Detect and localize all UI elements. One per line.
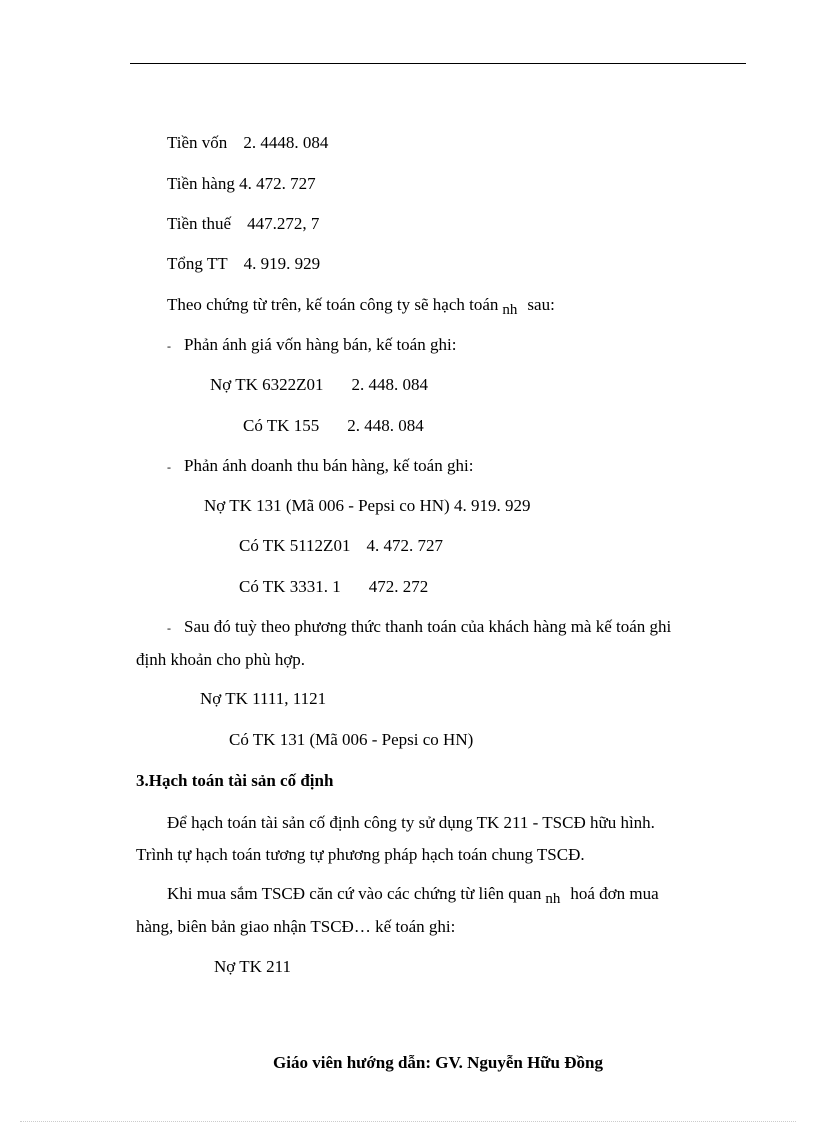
section3-p1-line2: Trình tự hạch toán tương tự phương pháp hạch toán chung TSCĐ. xyxy=(136,845,585,864)
entry1-credit xyxy=(243,416,424,436)
entry1-heading-text: Phản ánh giá vốn hàng bán, kế toán ghi: xyxy=(184,335,457,354)
value: 447.272, 7 xyxy=(247,214,320,233)
summary-tien-von xyxy=(167,133,328,153)
account: Có TK 5112Z01 xyxy=(239,536,351,555)
entry2-credit1 xyxy=(239,536,443,556)
entry3-line1 xyxy=(167,617,671,638)
entry3-credit: Có TK 131 (Mã 006 - Pepsi co HN) xyxy=(229,730,474,749)
entry1-heading xyxy=(167,335,456,356)
bullet-dash: ‐ xyxy=(167,460,171,475)
summary-tien-thue xyxy=(167,214,319,234)
entry3-line1-text: Sau đó tuỳ theo phương thức thanh toán của khách hàng mà kế toán ghi xyxy=(184,617,672,636)
amount: 2. 448. 084 xyxy=(347,416,424,435)
value: 4. 919. 929 xyxy=(243,254,321,273)
footer-advisor: Giáo viên hướng dẫn: GV. Nguyễn Hữu Đồng xyxy=(273,1053,603,1072)
label: Tiền hàng xyxy=(167,174,235,193)
p2-after: hoá đơn mua xyxy=(570,884,659,903)
p2-before: Khi mua sắm TSCĐ căn cứ vào các chứng từ liên quan xyxy=(167,884,542,903)
label: Tiền vốn xyxy=(167,133,228,152)
value: 4. 472. 727 xyxy=(239,174,316,193)
bullet-dash: ‐ xyxy=(167,621,171,636)
label: Tiền thuế xyxy=(167,214,232,233)
nh-abbrev: nh xyxy=(502,302,518,318)
summary-tien-hang xyxy=(167,174,316,194)
section3-p2-line2: hàng, biên bản giao nhận TSCĐ… kế toán ghi: xyxy=(136,917,456,936)
entry1-debit xyxy=(210,375,428,395)
header-rule xyxy=(130,63,746,64)
entry2-credit2 xyxy=(239,577,428,597)
summary-tong-tt xyxy=(167,254,320,274)
section-heading: 3.Hạch toán tài sản cố định xyxy=(136,771,334,790)
section3-p2-line1 xyxy=(167,884,659,905)
amount: 4. 472. 727 xyxy=(366,536,443,555)
account: Nợ TK 6322Z01 xyxy=(210,375,324,394)
account: Nợ TK 131 (Mã 006 - Pepsi co HN) xyxy=(204,496,450,515)
section3-debit: Nợ TK 211 xyxy=(214,957,291,976)
amount: 4. 919. 929 xyxy=(453,496,531,515)
intro-line xyxy=(167,295,555,316)
intro-after: sau: xyxy=(527,295,555,314)
entry2-heading-text: Phản ánh doanh thu bán hàng, kế toán ghi: xyxy=(184,456,474,475)
entry2-debit xyxy=(204,496,530,516)
account: Có TK 155 xyxy=(243,416,320,435)
nh-abbrev: nh xyxy=(545,891,561,907)
bullet-dash: ‐ xyxy=(167,339,171,354)
entry3-line2: định khoản cho phù hợp. xyxy=(136,650,306,669)
entry3-debit: Nợ TK 1111, 1121 xyxy=(200,689,327,708)
intro-text: Theo chứng từ trên, kế toán công ty sẽ hạch toán xyxy=(167,295,499,314)
label: Tổng TT xyxy=(167,254,228,273)
account: Có TK 3331. 1 xyxy=(239,577,341,596)
entry2-heading xyxy=(167,456,473,477)
section3-p1-line1: Để hạch toán tài sản cố định công ty sử dụng TK 211 - TSCĐ hữu hình. xyxy=(167,813,655,832)
amount: 2. 448. 084 xyxy=(351,375,429,394)
amount: 472. 272 xyxy=(368,577,429,596)
page-bottom-border xyxy=(20,1121,796,1122)
value: 2. 4448. 084 xyxy=(243,133,329,152)
